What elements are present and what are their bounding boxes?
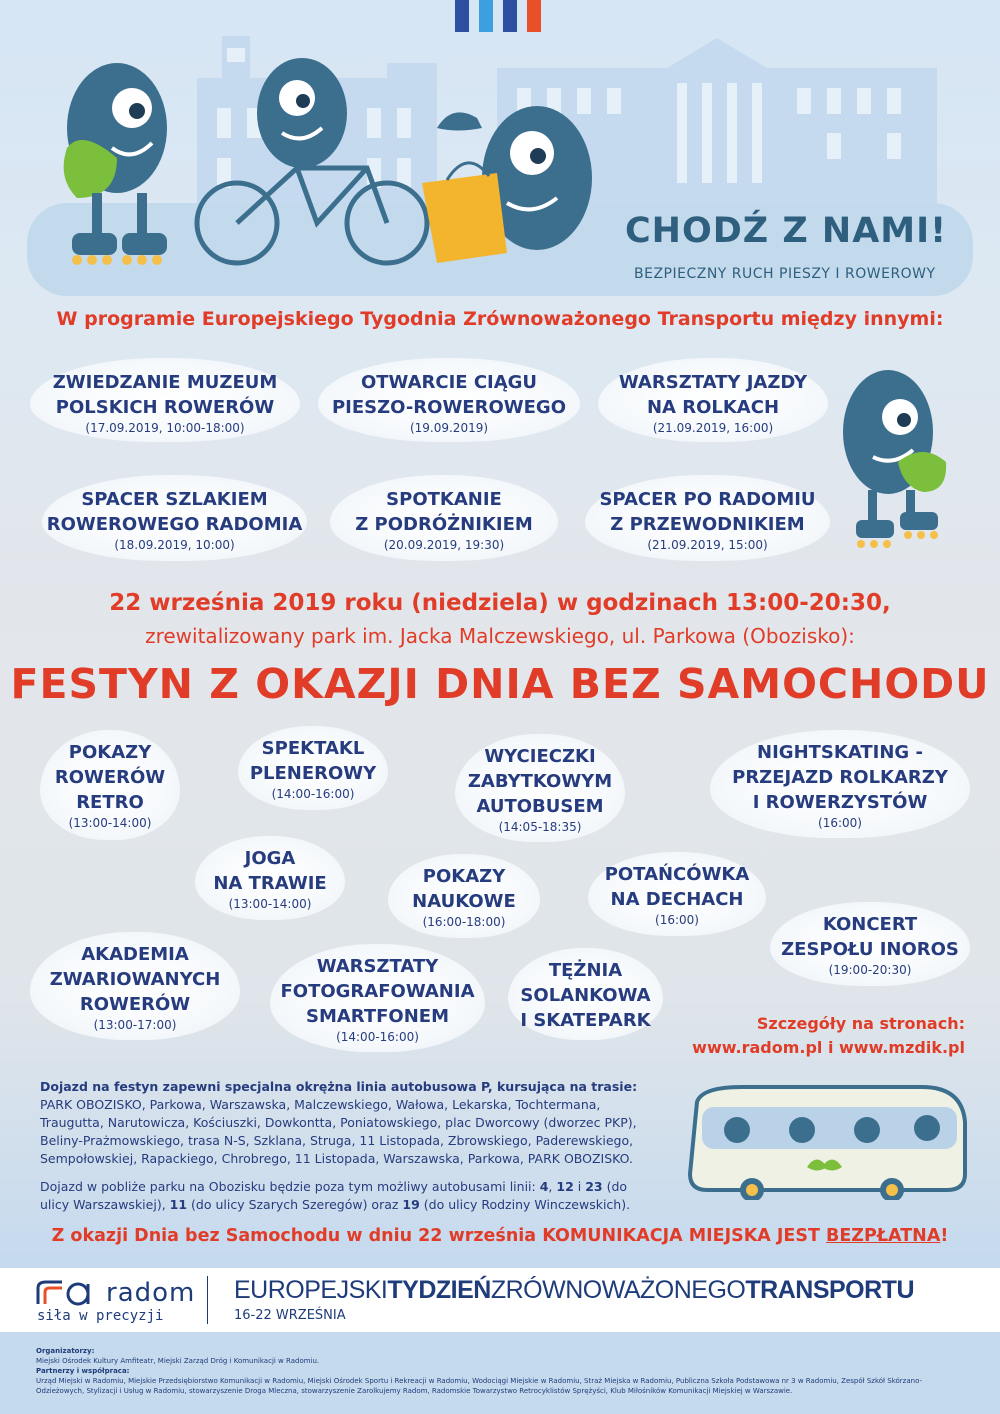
activity-time: (13:00-14:00) [68, 816, 152, 830]
details-links[interactable]: www.radom.pl i www.mzdik.pl [692, 1038, 965, 1057]
activity-title: POKAZY ROWERÓW RETRO [54, 742, 166, 813]
radom-logo-text: radom [106, 1278, 196, 1308]
event-date: (21.09.2019, 16:00) [652, 421, 774, 435]
activity-title: KONCERT ZESPOŁU INOROS [781, 914, 959, 960]
footer-divider [207, 1276, 208, 1324]
festival-place-line: zrewitalizowany park im. Jacka Malczewskiego, ul. Parkowa (Obozisko): [145, 624, 855, 648]
rollerskater-mascot-illustration [828, 362, 960, 558]
details-websites [660, 1012, 965, 1060]
activity-cloud [195, 836, 345, 920]
additional-bus-lines: Dojazd w pobliże parku na Obozisku będzie poza tym możliwy autobusami linii: 4, 12 i 23 (do ulicy Warszawskiej), 11 (do ulicy Szarych Szeregów) oraz 19 (do ulicy Rodziny Winczewskich). [40, 1179, 631, 1212]
activity-time: (14:05-18:35) [498, 820, 582, 834]
campaign-dates: 16-22 WRZEŚNIA [234, 1308, 346, 1323]
event-date: (17.09.2019, 10:00-18:00) [85, 421, 245, 435]
event-cloud [330, 475, 558, 561]
hero-illustration [27, 8, 973, 296]
footer-bar [0, 1268, 1000, 1332]
event-cloud [585, 475, 830, 561]
activity-title: JOGA NA TRAWIE [213, 848, 327, 894]
festival-date-line: 22 września 2019 roku (niedziela) w godzinach 13:00-20:30, [109, 590, 891, 616]
activity-cloud [710, 730, 970, 838]
activity-cloud [30, 932, 240, 1040]
details-label: Szczegóły na stronach: [756, 1014, 965, 1033]
hero-title: CHODŹ Z NAMI! [625, 211, 948, 251]
event-date: (18.09.2019, 10:00) [114, 538, 235, 552]
activity-cloud [588, 852, 766, 936]
activity-time: (16:00-18:00) [422, 915, 506, 929]
activity-cloud [770, 902, 970, 986]
campaign-name: EUROPEJSKITYDZIEŃZRÓWNOWAŻONEGOTRANSPORTU [234, 1276, 914, 1304]
activity-title: WARSZTATY FOTOGRAFOWANIA SMARTFONEM [280, 956, 475, 1027]
festival-title: FESTYN Z OKAZJI DNIA BEZ SAMOCHODU [10, 660, 990, 708]
program-intro: W programie Europejskiego Tygodnia Zrównoważonego Transportu między innymi: [56, 308, 944, 330]
bus-route: PARK OBOZISKO, Parkowa, Warszawska, Malczewskiego, Wałowa, Lekarska, Tochtermana, Traugutta, Narutowicza, Kościuszki, Dowkontta, Poniatowskiego, plac Dworcowy (dworzec PKP), Beliny-Prażmowskiego, trasa N-S, Szklana, Struga, 11 Listopada, Zbrowskiego, Paderewskiego, Sempołowskiej, Rapackiego, Chrobrego, 11 Listopada, Warszawska, Parkowa, PARK OBOZISKO. [40, 1097, 637, 1166]
transport-heading: Dojazd na festyn zapewni specjalna okrężna linia autobusowa P, kursująca na trasie: [40, 1079, 638, 1094]
radom-logo-mark-icon [36, 1280, 104, 1306]
radom-logo [36, 1278, 196, 1324]
activity-title: AKADEMIA ZWARIOWANYCH ROWERÓW [49, 944, 221, 1015]
city-buildings-illustration [27, 8, 973, 296]
activity-time: (19:00-20:30) [828, 963, 912, 977]
activity-cloud [388, 854, 540, 938]
activity-time: (16:00) [655, 913, 699, 927]
event-title: SPOTKANIE Z PODRÓŻNIKIEM [355, 489, 533, 535]
event-title: WARSZTATY JAZDY NA ROLKACH [618, 372, 808, 418]
event-title: OTWARCIE CIĄGU PIESZO-ROWEROWEGO [331, 372, 566, 418]
activity-time: (13:00-14:00) [228, 897, 312, 911]
event-date: (21.09.2019, 15:00) [647, 538, 768, 552]
activity-time: (14:00-16:00) [271, 787, 355, 801]
activity-time: (16:00) [818, 816, 862, 830]
activity-cloud [238, 726, 388, 810]
event-cloud [598, 358, 828, 442]
partners-heading: Partnerzy i współpraca: [36, 1367, 130, 1375]
activity-title: POTAŃCÓWKA NA DECHACH [604, 864, 750, 910]
radom-tagline: siła w precyzji [37, 1308, 164, 1324]
activity-cloud [508, 948, 663, 1040]
free-transport-notice: Z okazji Dnia bez Samochodu w dniu 22 września KOMUNIKACJA MIEJSKA JEST BEZPŁATNA! [51, 1226, 949, 1246]
activity-title: TĘŻNIA SOLANKOWA I SKATEPARK [520, 960, 651, 1031]
activity-time: (14:00-16:00) [336, 1030, 419, 1044]
bus-illustration [682, 1082, 972, 1200]
event-date: (20.09.2019, 19:30) [383, 538, 505, 552]
activity-cloud [270, 944, 485, 1052]
activity-cloud [40, 730, 180, 840]
activity-title: WYCIECZKI ZABYTKOWYM AUTOBUSEM [467, 746, 613, 817]
transport-info [40, 1078, 660, 1214]
event-title: ZWIEDZANIE MUZEUM POLSKICH ROWERÓW [52, 372, 278, 418]
event-cloud [318, 358, 580, 442]
event-title: SPACER SZLAKIEM ROWEROWEGO RADOMIA [46, 489, 303, 535]
activity-title: NIGHTSKATING - PRZEJAZD ROLKARZY I ROWERZYSTÓW [732, 742, 948, 813]
organizers-heading: Organizatorzy: [36, 1347, 95, 1355]
event-cloud [30, 358, 300, 442]
activity-time: (13:00-17:00) [93, 1018, 177, 1032]
hero-subtitle: BEZPIECZNY RUCH PIESZY I ROWEROWY [634, 266, 936, 282]
activity-cloud [455, 734, 625, 842]
activity-title: SPEKTAKL PLENEROWY [249, 738, 377, 784]
event-title: SPACER PO RADOMIU Z PRZEWODNIKIEM [599, 489, 816, 535]
partners-text: Urząd Miejski w Radomiu, Miejskie Przedsiębiorstwo Komunikacji w Radomiu, Miejski Ośrodek Sportu i Rekreacji w Radomiu, Wodociągi Miejskie w Radomiu, Straż Miejska w Radomiu, Publiczna Szkoła Podstawowa nr 3 w Radomiu, Zespół Szkół Skórzano-Odzieżowych, Stylizacji i Usług w Radomiu, stowarzyszenie Droga Mleczna, stowarzyszenie Zarolkujemy Radom, Radomskie Towarzystwo Retrocyklistów Sprężyści, Klub Miłośników Komunikacji Miejskiej w Warszawie. [36, 1377, 923, 1395]
free-emphasis: BEZPŁATNA [826, 1226, 941, 1246]
activity-title: POKAZY NAUKOWE [412, 866, 516, 912]
organizers-text: Miejski Ośrodek Kultury Amfiteatr, Miejski Zarząd Dróg i Komunikacji w Radomiu. [36, 1357, 320, 1365]
event-cloud [42, 475, 307, 561]
event-date: (19.09.2019) [409, 421, 489, 435]
organizers-section [36, 1346, 966, 1396]
